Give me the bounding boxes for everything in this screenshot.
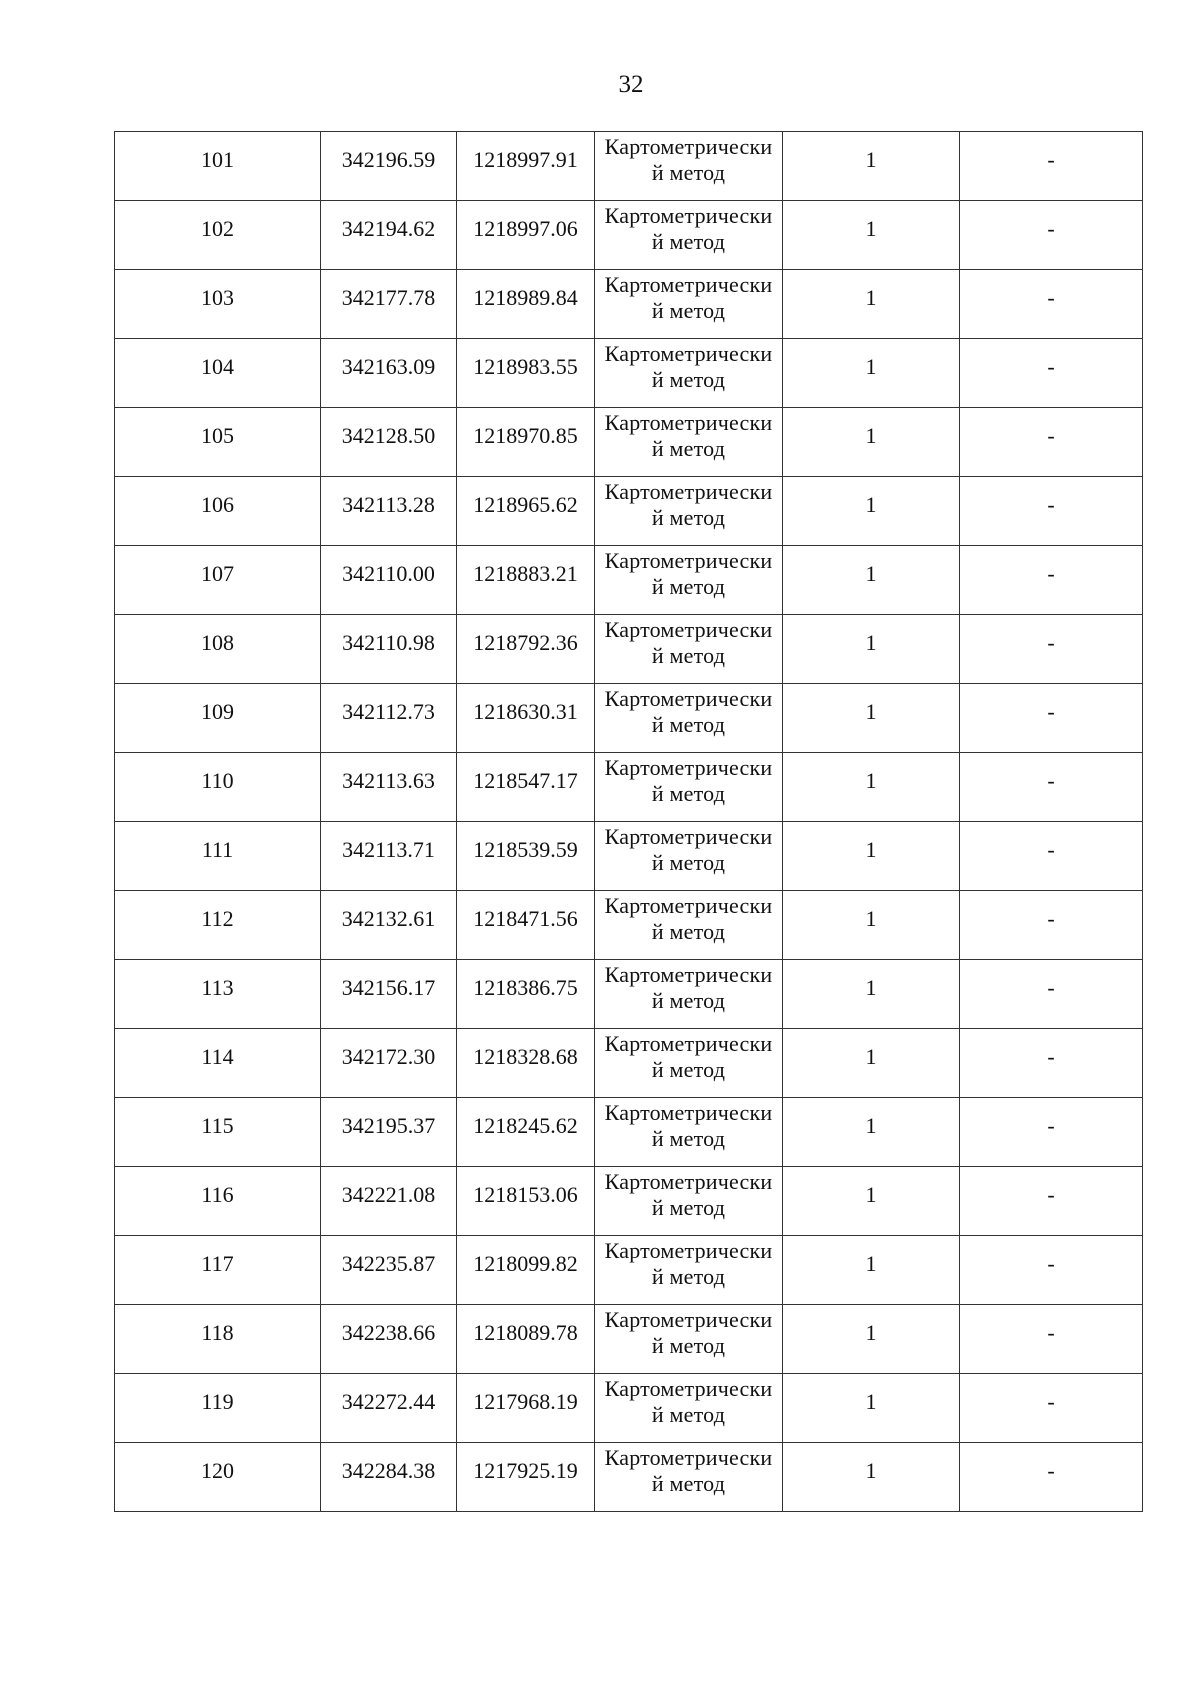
method-cell <box>595 684 783 753</box>
accuracy-cell: 1 <box>783 615 960 684</box>
table-row <box>115 822 1143 891</box>
page-number: 32 <box>618 71 644 98</box>
method-line-2: й метод <box>651 781 726 806</box>
note-cell: - <box>960 753 1143 822</box>
method-line-1: Картометрически <box>604 272 773 297</box>
method-line-2: й метод <box>651 1471 726 1496</box>
method-line-1: Картометрически <box>604 134 773 159</box>
method-line-2: й метод <box>651 988 726 1013</box>
method-line-2: й метод <box>651 574 726 599</box>
x-coordinate-cell: 342128.50 <box>321 408 457 477</box>
x-coordinate-cell: 342112.73 <box>321 684 457 753</box>
method-cell <box>595 132 783 201</box>
accuracy-cell: 1 <box>783 270 960 339</box>
note-cell: - <box>960 1029 1143 1098</box>
note-cell: - <box>960 684 1143 753</box>
table-row <box>115 270 1143 339</box>
x-coordinate-cell: 342235.87 <box>321 1236 457 1305</box>
method-line-2: й метод <box>651 298 726 323</box>
method-line-1: Картометрически <box>604 203 773 228</box>
x-coordinate-cell: 342284.38 <box>321 1443 457 1512</box>
y-coordinate-cell: 1218965.62 <box>457 477 595 546</box>
note-cell: - <box>960 822 1143 891</box>
method-cell <box>595 1167 783 1236</box>
x-coordinate-cell: 342172.30 <box>321 1029 457 1098</box>
x-coordinate-cell: 342238.66 <box>321 1305 457 1374</box>
method-line-1: Картометрически <box>604 686 773 711</box>
method-line-2: й метод <box>651 505 726 530</box>
accuracy-cell: 1 <box>783 891 960 960</box>
method-cell <box>595 1236 783 1305</box>
note-cell: - <box>960 1305 1143 1374</box>
point-id-cell: 103 <box>115 270 321 339</box>
x-coordinate-cell: 342194.62 <box>321 201 457 270</box>
method-cell <box>595 201 783 270</box>
accuracy-cell: 1 <box>783 1374 960 1443</box>
note-cell: - <box>960 615 1143 684</box>
note-cell: - <box>960 1374 1143 1443</box>
y-coordinate-cell: 1218539.59 <box>457 822 595 891</box>
method-cell <box>595 1029 783 1098</box>
point-id-cell: 113 <box>115 960 321 1029</box>
table-row <box>115 408 1143 477</box>
accuracy-cell: 1 <box>783 960 960 1029</box>
accuracy-cell: 1 <box>783 1305 960 1374</box>
method-cell <box>595 1098 783 1167</box>
method-cell <box>595 1443 783 1512</box>
table-row <box>115 1098 1143 1167</box>
method-line-1: Картометрически <box>604 755 773 780</box>
x-coordinate-cell: 342163.09 <box>321 339 457 408</box>
method-line-2: й метод <box>651 1195 726 1220</box>
y-coordinate-cell: 1217968.19 <box>457 1374 595 1443</box>
point-id-cell: 120 <box>115 1443 321 1512</box>
table-row <box>115 546 1143 615</box>
method-line-1: Картометрически <box>604 1376 773 1401</box>
y-coordinate-cell: 1218983.55 <box>457 339 595 408</box>
y-coordinate-cell: 1217925.19 <box>457 1443 595 1512</box>
point-id-cell: 110 <box>115 753 321 822</box>
note-cell: - <box>960 132 1143 201</box>
method-line-2: й метод <box>651 850 726 875</box>
accuracy-cell: 1 <box>783 132 960 201</box>
y-coordinate-cell: 1218970.85 <box>457 408 595 477</box>
y-coordinate-cell: 1218997.06 <box>457 201 595 270</box>
method-cell <box>595 339 783 408</box>
method-cell <box>595 822 783 891</box>
accuracy-cell: 1 <box>783 753 960 822</box>
method-cell <box>595 891 783 960</box>
accuracy-cell: 1 <box>783 1098 960 1167</box>
note-cell: - <box>960 891 1143 960</box>
method-line-1: Картометрически <box>604 1100 773 1125</box>
y-coordinate-cell: 1218099.82 <box>457 1236 595 1305</box>
method-cell <box>595 753 783 822</box>
y-coordinate-cell: 1218989.84 <box>457 270 595 339</box>
x-coordinate-cell: 342110.98 <box>321 615 457 684</box>
table-row <box>115 1236 1143 1305</box>
coordinates-table <box>114 131 1143 1512</box>
y-coordinate-cell: 1218328.68 <box>457 1029 595 1098</box>
accuracy-cell: 1 <box>783 201 960 270</box>
method-line-1: Картометрически <box>604 1031 773 1056</box>
note-cell: - <box>960 1167 1143 1236</box>
note-cell: - <box>960 1443 1143 1512</box>
point-id-cell: 117 <box>115 1236 321 1305</box>
method-line-1: Картометрически <box>604 617 773 642</box>
table-row <box>115 1305 1143 1374</box>
table-row <box>115 615 1143 684</box>
method-line-1: Картометрически <box>604 341 773 366</box>
point-id-cell: 109 <box>115 684 321 753</box>
x-coordinate-cell: 342113.28 <box>321 477 457 546</box>
note-cell: - <box>960 546 1143 615</box>
method-line-1: Картометрически <box>604 1445 773 1470</box>
x-coordinate-cell: 342113.63 <box>321 753 457 822</box>
method-line-1: Картометрически <box>604 1169 773 1194</box>
x-coordinate-cell: 342156.17 <box>321 960 457 1029</box>
x-coordinate-cell: 342221.08 <box>321 1167 457 1236</box>
table-row <box>115 1443 1143 1512</box>
x-coordinate-cell: 342195.37 <box>321 1098 457 1167</box>
x-coordinate-cell: 342196.59 <box>321 132 457 201</box>
method-line-2: й метод <box>651 367 726 392</box>
table-row <box>115 339 1143 408</box>
method-cell <box>595 615 783 684</box>
point-id-cell: 118 <box>115 1305 321 1374</box>
note-cell: - <box>960 408 1143 477</box>
y-coordinate-cell: 1218153.06 <box>457 1167 595 1236</box>
table-row <box>115 201 1143 270</box>
accuracy-cell: 1 <box>783 477 960 546</box>
accuracy-cell: 1 <box>783 339 960 408</box>
point-id-cell: 112 <box>115 891 321 960</box>
method-line-2: й метод <box>651 919 726 944</box>
method-cell <box>595 270 783 339</box>
method-line-1: Картометрически <box>604 479 773 504</box>
accuracy-cell: 1 <box>783 1443 960 1512</box>
accuracy-cell: 1 <box>783 822 960 891</box>
note-cell: - <box>960 960 1143 1029</box>
method-line-2: й метод <box>651 160 726 185</box>
method-line-2: й метод <box>651 1057 726 1082</box>
point-id-cell: 108 <box>115 615 321 684</box>
y-coordinate-cell: 1218386.75 <box>457 960 595 1029</box>
method-line-1: Картометрически <box>604 824 773 849</box>
table-row <box>115 960 1143 1029</box>
point-id-cell: 102 <box>115 201 321 270</box>
point-id-cell: 101 <box>115 132 321 201</box>
note-cell: - <box>960 477 1143 546</box>
accuracy-cell: 1 <box>783 1167 960 1236</box>
method-cell <box>595 1305 783 1374</box>
method-cell <box>595 546 783 615</box>
coordinates-table-body <box>115 132 1143 1512</box>
point-id-cell: 104 <box>115 339 321 408</box>
table-row <box>115 1374 1143 1443</box>
note-cell: - <box>960 1236 1143 1305</box>
note-cell: - <box>960 201 1143 270</box>
method-line-2: й метод <box>651 1126 726 1151</box>
note-cell: - <box>960 270 1143 339</box>
method-cell <box>595 1374 783 1443</box>
point-id-cell: 106 <box>115 477 321 546</box>
method-line-2: й метод <box>651 229 726 254</box>
y-coordinate-cell: 1218471.56 <box>457 891 595 960</box>
method-line-1: Картометрически <box>604 548 773 573</box>
y-coordinate-cell: 1218089.78 <box>457 1305 595 1374</box>
point-id-cell: 115 <box>115 1098 321 1167</box>
method-line-2: й метод <box>651 712 726 737</box>
method-line-2: й метод <box>651 1402 726 1427</box>
table-row <box>115 1167 1143 1236</box>
table-row <box>115 132 1143 201</box>
method-cell <box>595 477 783 546</box>
method-line-1: Картометрически <box>604 893 773 918</box>
x-coordinate-cell: 342113.71 <box>321 822 457 891</box>
note-cell: - <box>960 1098 1143 1167</box>
method-line-2: й метод <box>651 1333 726 1358</box>
point-id-cell: 114 <box>115 1029 321 1098</box>
method-line-1: Картометрически <box>604 1238 773 1263</box>
accuracy-cell: 1 <box>783 684 960 753</box>
method-cell <box>595 408 783 477</box>
method-cell <box>595 960 783 1029</box>
point-id-cell: 119 <box>115 1374 321 1443</box>
table-row <box>115 684 1143 753</box>
method-line-1: Картометрически <box>604 962 773 987</box>
method-line-2: й метод <box>651 643 726 668</box>
table-row <box>115 891 1143 960</box>
accuracy-cell: 1 <box>783 1029 960 1098</box>
note-cell: - <box>960 339 1143 408</box>
y-coordinate-cell: 1218883.21 <box>457 546 595 615</box>
y-coordinate-cell: 1218630.31 <box>457 684 595 753</box>
point-id-cell: 111 <box>115 822 321 891</box>
point-id-cell: 105 <box>115 408 321 477</box>
table-row <box>115 753 1143 822</box>
method-line-2: й метод <box>651 436 726 461</box>
y-coordinate-cell: 1218547.17 <box>457 753 595 822</box>
table-row <box>115 1029 1143 1098</box>
y-coordinate-cell: 1218792.36 <box>457 615 595 684</box>
point-id-cell: 107 <box>115 546 321 615</box>
x-coordinate-cell: 342177.78 <box>321 270 457 339</box>
y-coordinate-cell: 1218997.91 <box>457 132 595 201</box>
method-line-1: Картометрически <box>604 410 773 435</box>
x-coordinate-cell: 342132.61 <box>321 891 457 960</box>
accuracy-cell: 1 <box>783 546 960 615</box>
point-id-cell: 116 <box>115 1167 321 1236</box>
x-coordinate-cell: 342272.44 <box>321 1374 457 1443</box>
table-row <box>115 477 1143 546</box>
method-line-2: й метод <box>651 1264 726 1289</box>
method-line-1: Картометрически <box>604 1307 773 1332</box>
y-coordinate-cell: 1218245.62 <box>457 1098 595 1167</box>
accuracy-cell: 1 <box>783 1236 960 1305</box>
accuracy-cell: 1 <box>783 408 960 477</box>
x-coordinate-cell: 342110.00 <box>321 546 457 615</box>
